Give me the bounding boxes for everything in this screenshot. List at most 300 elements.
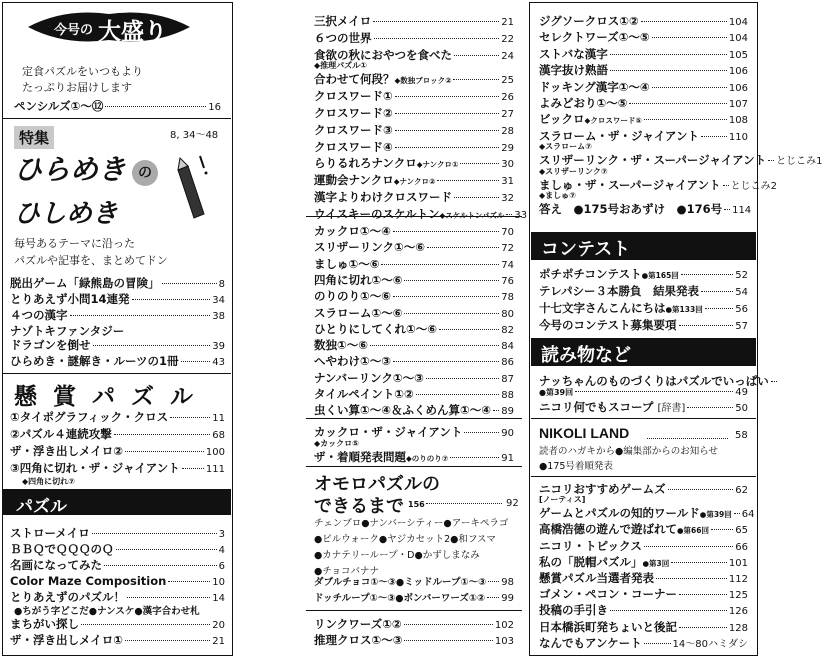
toc-pencils[interactable]: [14, 99, 221, 115]
toc-leader: [644, 546, 733, 547]
toc-item[interactable]: [314, 123, 514, 139]
toc-page: 26: [501, 92, 514, 104]
toc-title: ＢＢＱでＱＱＱのＱ: [10, 542, 114, 556]
toc-page: 50: [735, 403, 748, 414]
toc-item[interactable]: [314, 224, 514, 240]
toc-title: ストバな漢字: [539, 46, 608, 61]
toc-leader: [381, 264, 499, 265]
column-middle: [306, 0, 528, 658]
toc-page: 62: [735, 485, 748, 496]
toc-item[interactable]: [314, 31, 514, 47]
toc-page: 30: [501, 159, 514, 171]
toc-subtitle: ◆ナンクロ②: [393, 177, 436, 187]
toc-leader: [493, 410, 499, 411]
toc-item[interactable]: [539, 96, 748, 112]
toc-leader: [464, 432, 499, 433]
toc-title: 食欲の秋におやつを食べた: [314, 47, 452, 62]
toc-page: 57: [735, 321, 748, 332]
toc-title: ましゅ①〜⑥: [314, 256, 380, 271]
toc-page: 105: [728, 49, 748, 61]
toc-leader: [701, 291, 733, 292]
toc-title: タイルペイント①②: [314, 387, 414, 401]
toc-leader: [404, 640, 492, 641]
toc-item[interactable]: [314, 617, 514, 633]
toc-puzzle-4[interactable]: [10, 574, 225, 590]
omoro-list-4: ●チョコバナナ: [314, 566, 380, 577]
toc-page: 76: [501, 275, 514, 287]
toc-title: ジグソークロス①②: [539, 14, 639, 28]
toc-title: のりのり①〜⑥: [314, 289, 391, 304]
toc-leader: [439, 329, 499, 330]
land-page: 58: [735, 430, 748, 441]
toc-page: 29: [501, 142, 514, 154]
toc-subtitle: ●第66回: [677, 526, 709, 536]
toc-page: 34: [212, 295, 225, 306]
toc-leader: [373, 21, 499, 22]
toc-item[interactable]: [539, 506, 755, 522]
toc-subtitle: ●第39回: [539, 388, 574, 397]
toc-title: ひとりにしてくれ①〜⑥: [314, 321, 437, 336]
toc-page: 21: [212, 636, 225, 647]
toc-leader: [393, 296, 499, 297]
toc-title: ポチポチコンテスト: [539, 267, 642, 281]
toc-page: 65: [735, 525, 748, 537]
divider: [306, 466, 522, 467]
toc-title: ダブルチョコ①〜③●ミッドループ①〜③: [314, 577, 487, 588]
toc-title: ４つの漢字: [10, 308, 68, 322]
toc-feature-2[interactable]: [10, 292, 225, 308]
toc-page: 106: [728, 82, 748, 94]
toc-page: 74: [501, 259, 514, 271]
toc-item[interactable]: [314, 156, 514, 172]
toc-page: 110: [728, 131, 748, 143]
divider: [2, 373, 231, 374]
toc-kensho-4[interactable]: [10, 461, 225, 477]
toc-title: よみどおり①〜⑤: [539, 96, 628, 110]
toc-item[interactable]: [539, 63, 748, 79]
toc-page: 126: [728, 606, 748, 618]
toc-item[interactable]: [539, 522, 748, 538]
toc-title: ゲームとパズルの知的ワールド: [539, 506, 700, 521]
reading-heading-label: 読み物など: [541, 345, 631, 366]
feature-title-2: ひしめき: [14, 199, 119, 229]
toc-title: 漢字よりわけクロスワード: [314, 190, 452, 204]
toc-page: 102: [494, 620, 514, 631]
toc-subtitle: [ノーティス]: [539, 495, 586, 505]
toc-title: スラローム・ザ・ジャイアント: [539, 128, 699, 143]
feature-desc-2: パズルや記事を、まとめてドン: [14, 254, 168, 267]
toc-item[interactable]: [314, 257, 514, 273]
toc-item[interactable]: [314, 106, 514, 122]
divider: [306, 610, 522, 611]
toc-omoro-2[interactable]: [314, 592, 514, 606]
toc-puzzle-6[interactable]: [10, 617, 225, 633]
toc-page: 104: [728, 33, 748, 45]
toc-item[interactable]: [314, 633, 514, 649]
toc-page: 54: [735, 287, 748, 298]
toc-leader: [370, 345, 499, 346]
toc-title: クロスワード①: [314, 89, 393, 104]
toc-subtitle: ◆スラローム⑦: [539, 142, 592, 152]
toc-item[interactable]: [539, 400, 748, 416]
toc-title: 答え ●175号おあずけ ●176号: [539, 202, 723, 216]
omoro-page: 92: [506, 498, 519, 509]
feature-no: の: [138, 165, 152, 181]
toc-page: 22: [501, 33, 514, 45]
toc-page: 52: [735, 270, 748, 281]
toc-item[interactable]: [314, 306, 514, 322]
toc-page: 43: [212, 357, 225, 368]
toc-leader: [395, 147, 500, 148]
toc-title: ウイスキーのスケルトン: [314, 206, 440, 221]
toc-leader: [681, 274, 733, 275]
toc-title: スリザーリンク①〜⑥: [314, 240, 426, 255]
toc-item[interactable]: [539, 47, 748, 63]
toc-page: 10: [212, 577, 225, 588]
toc-title: ６つの世界: [314, 30, 372, 45]
toc-puzzle-sub: ●ちがう字どこだ●ナンスケ●漢字合わせ札: [14, 606, 200, 617]
toc-title: スリザーリンク・ザ・スーパージャイアント: [539, 153, 767, 168]
toc-item[interactable]: [539, 603, 748, 619]
toc-leader: [771, 381, 777, 382]
toc-page: 3: [218, 529, 225, 540]
toc-page: 66: [735, 541, 748, 553]
omoro-list-3: ●カナテリーループ・D●かずしまなみ: [314, 550, 480, 561]
toc-feature-4[interactable]: [10, 324, 225, 338]
toc-item[interactable]: [539, 571, 748, 587]
toc-page: 104: [728, 17, 748, 28]
kensho-heading: 懸 賞 パ ズ ル: [14, 384, 198, 410]
toc-item[interactable]: [539, 14, 748, 30]
column-right: [531, 0, 823, 658]
toc-item[interactable]: [314, 322, 514, 338]
divider: [2, 118, 231, 119]
toc-leader: [652, 37, 727, 38]
toc-page: 88: [501, 390, 514, 401]
toc-leader: [437, 180, 499, 181]
puzzle-heading-label: パズル: [16, 497, 67, 517]
toc-page: 20: [212, 620, 225, 631]
toc-leader: [393, 231, 499, 232]
toc-page: 64: [741, 509, 755, 521]
toc-title: ナッちゃんのものづくりはパズルでいっぱい: [539, 374, 769, 388]
toc-page: 99: [501, 593, 514, 604]
feature-desc-1: 毎号あるテーマに沿った: [14, 237, 135, 250]
toc-title: カックロ①〜④: [314, 224, 391, 238]
toc-leader: [404, 280, 499, 281]
toc-leader: [453, 79, 499, 80]
toc-item[interactable]: [314, 338, 514, 354]
toc-page: 98: [501, 577, 514, 588]
toc-page: 31: [501, 176, 514, 188]
toc-page: 91: [501, 453, 514, 464]
toc-item[interactable]: [539, 284, 748, 300]
toc-subtitle: ◆ナンクロ①: [416, 160, 459, 170]
toc-puzzle-7[interactable]: [10, 633, 225, 649]
toc-kensho-sub: ◆四角に切れ⑦: [22, 477, 75, 486]
toc-page: 80: [501, 308, 514, 320]
feature-label: 特集: [14, 126, 54, 149]
toc-subtitle: ◆推理パズル①: [314, 61, 367, 71]
toc-title: へやわけ①〜③: [314, 354, 391, 369]
toc-item[interactable]: [314, 273, 514, 289]
toc-title: なんでもアンケート: [539, 635, 642, 650]
toc-title: ドラゴンを倒せ: [10, 338, 91, 352]
banner-small: 今号の: [54, 23, 94, 38]
toc-page: 108: [728, 115, 748, 127]
toc-subtitle: ●第133回: [665, 305, 703, 314]
toc-page: 16: [208, 102, 221, 113]
toc-leader: [395, 96, 500, 97]
toc-leader: [416, 394, 500, 395]
toc-leader: [610, 70, 727, 71]
toc-title: 数独①〜⑥: [314, 338, 368, 353]
toc-page: 78: [501, 292, 514, 304]
toc-leader: [644, 643, 671, 644]
toc-kensho-1[interactable]: [10, 410, 225, 426]
toc-item[interactable]: [539, 318, 748, 334]
land-line-1: 読者のハガキから●編集部からのお知らせ: [539, 446, 719, 457]
toc-item[interactable]: [539, 80, 748, 96]
toc-item[interactable]: [314, 206, 528, 223]
toc-title: スラローム①〜⑥: [314, 305, 403, 320]
toc-item[interactable]: [314, 173, 514, 189]
toc-page: 4: [218, 545, 225, 556]
toc-title: ニコリ何でもスコープ: [539, 400, 654, 414]
toc-leader: [454, 197, 499, 198]
toc-subtitle: ◆数独ブロック②: [394, 76, 452, 86]
toc-item[interactable]: [539, 620, 748, 636]
toc-puzzle-3[interactable]: [10, 558, 225, 574]
toc-subtitle: ◆のりのり⑦: [406, 454, 449, 463]
toc-title: 高橋浩德の遊んで遊ばれて: [539, 522, 677, 537]
toc-page: 89: [501, 406, 514, 418]
reading-heading: [531, 338, 756, 366]
toc-item[interactable]: [314, 14, 514, 30]
toc-page: 125: [728, 590, 748, 602]
toc-leader: [668, 489, 734, 490]
toc-leader: [629, 103, 726, 104]
toc-title: 推理クロス①〜③: [314, 633, 403, 647]
toc-item[interactable]: [539, 587, 748, 603]
toc-page: 84: [501, 341, 514, 353]
toc-leader: [454, 55, 499, 56]
toc-title: らりるれろナンクロ: [314, 156, 417, 171]
toc-page: 14: [212, 593, 225, 604]
toc-title: 脱出ゲーム「緑熊島の冒険」: [10, 276, 160, 290]
toc-page: 39: [212, 341, 225, 352]
toc-page: とじこみ2: [730, 180, 777, 192]
toc-page: 87: [501, 373, 514, 385]
toc-title: 今号のコンテスト募集要項: [539, 318, 677, 332]
toc-page: 27: [501, 109, 514, 120]
toc-puzzle-1[interactable]: [10, 526, 225, 542]
toc-title: 名画になってみた: [10, 558, 102, 572]
feature-no-badge: [132, 160, 158, 186]
toc-page: 112: [728, 574, 748, 585]
toc-leader: [687, 407, 733, 408]
toc-leader: [395, 130, 500, 131]
toc-item[interactable]: [539, 267, 748, 283]
toc-leader: [723, 185, 729, 186]
toc-subtitle: ◆ましゅ⑦: [539, 191, 576, 200]
toc-kensho-3[interactable]: [10, 444, 225, 460]
toc-page: 68: [212, 430, 225, 441]
toc-item[interactable]: [314, 289, 514, 305]
toc-title: 運動会ナンクロ: [314, 173, 394, 188]
toc-title: テレパシー３本勝負 結果発表: [539, 284, 699, 298]
toc-page: 106: [728, 66, 748, 78]
toc-item[interactable]: [314, 72, 514, 88]
toc-title: 虫くい算①〜④＆ふくめん算①〜④: [314, 403, 491, 418]
pencil-icon: [172, 150, 212, 220]
toc-kensho-2[interactable]: [10, 427, 225, 443]
toc-item[interactable]: [539, 301, 748, 317]
toc-item[interactable]: [314, 240, 514, 256]
toc-item[interactable]: [539, 555, 748, 571]
toc-item[interactable]: [314, 403, 514, 419]
toc-item[interactable]: [314, 140, 514, 156]
omoro-page-small: 156: [408, 500, 425, 509]
toc-subtitle: ●第39回: [699, 510, 732, 520]
omoro-dots: [426, 503, 502, 504]
toc-title: ザ・浮き出しメイロ①: [10, 633, 124, 647]
toc-page: 101: [728, 557, 748, 569]
toc-title: ドッキング漢字①〜④: [539, 79, 650, 94]
intro-line-2: たっぷりお届けします: [22, 81, 132, 94]
feature-pages: 8, 34〜48: [170, 130, 219, 141]
toc-title: 私の「脱帽パズル」: [539, 554, 643, 569]
toc-subtitle: ◆スリザーリンク⑦: [539, 166, 608, 176]
toc-page: 70: [501, 227, 514, 238]
toc-leader: [679, 594, 727, 595]
toc-page: 107: [728, 99, 748, 110]
toc-item[interactable]: [539, 539, 748, 555]
toc-title: ドッチループ①〜③●ボンバーワーズ①②: [314, 593, 485, 604]
toc-item[interactable]: [314, 450, 514, 466]
toc-leader: [395, 113, 500, 114]
toc-feature-3[interactable]: [10, 308, 225, 324]
toc-leader: [711, 529, 733, 530]
toc-item[interactable]: [539, 30, 748, 46]
toc-page: 128: [728, 622, 748, 634]
toc-page: 111: [205, 464, 225, 475]
toc-leader: [374, 38, 500, 39]
toc-title: ③四角に切れ・ザ・ジャイアント: [10, 461, 180, 475]
toc-title: ザ・浮き出しメイロ②: [10, 444, 124, 458]
toc-leader: [734, 513, 740, 514]
toc-title: 合わせて何段？: [314, 72, 395, 87]
toc-leader: [393, 361, 499, 362]
toc-page: 21: [501, 17, 514, 28]
toc-item[interactable]: [314, 387, 514, 403]
toc-title: まちがい探し: [10, 617, 79, 631]
toc-page: 25: [501, 75, 514, 87]
toc-omoro-1[interactable]: [314, 576, 514, 590]
toc-page: 49: [735, 387, 748, 398]
toc-leader: [404, 624, 493, 625]
toc-page: 33: [514, 209, 528, 221]
toc-page: 90: [501, 428, 514, 439]
toc-page: 72: [501, 243, 514, 255]
toc-page: 114: [732, 205, 752, 216]
toc-leader: [705, 308, 734, 309]
toc-title: 投稿の手引き: [539, 603, 608, 618]
toc-page: 24: [501, 50, 514, 62]
toc-feature-5[interactable]: [10, 338, 225, 354]
land-line-2: ●175号着順発表: [539, 461, 613, 472]
toc-title: ひらめき・謎解き・ルーツの1冊: [10, 354, 179, 368]
toc-leader: [575, 391, 733, 392]
banner-big: 大盛り: [98, 19, 167, 45]
toc-title: 十七文字さんこんにちは: [539, 301, 666, 315]
toc-leader: [404, 313, 499, 314]
toc-feature-1[interactable]: [10, 276, 225, 292]
banner: [24, 10, 194, 44]
toc-title: Color Maze Composition: [10, 574, 167, 588]
toc-page: 38: [212, 311, 225, 322]
toc-item[interactable]: [539, 202, 752, 218]
land-heading: NIKOLI LAND: [539, 425, 630, 441]
toc-item[interactable]: [314, 354, 514, 370]
puzzle-heading: [2, 489, 231, 515]
toc-item[interactable]: [539, 636, 748, 652]
toc-item[interactable]: [539, 112, 748, 128]
toc-title: 四角に切れ①〜⑥: [314, 272, 403, 287]
toc-page: 8: [218, 279, 225, 290]
toc-leader: [427, 247, 499, 248]
toc-leader: [506, 214, 512, 215]
toc-feature-6[interactable]: [10, 354, 225, 370]
toc-page: 86: [501, 357, 514, 369]
toc-item[interactable]: [314, 190, 514, 206]
toc-leader: [679, 627, 727, 628]
divider: [306, 216, 522, 217]
toc-leader: [610, 610, 727, 611]
toc-subtitle: ◆スケルトンパズル: [439, 210, 505, 220]
toc-subrow: [539, 386, 748, 400]
toc-title: とりあえず小問14連発: [10, 292, 130, 306]
toc-page: 100: [205, 447, 225, 458]
toc-subtitle: ◆カックロ⑤: [314, 439, 359, 448]
toc-leader: [768, 160, 774, 161]
divider: [306, 418, 522, 419]
toc-subtitle: ●第3回: [642, 558, 670, 568]
toc-page: 32: [501, 193, 514, 204]
toc-leader: [652, 87, 727, 88]
toc-item[interactable]: [314, 89, 514, 105]
toc-title: セレクトワーズ①〜⑤: [539, 30, 650, 45]
toc-leader: [724, 209, 730, 210]
toc-subtitle: ◆クロスワード⑤: [584, 116, 642, 126]
land-dots: [647, 438, 728, 439]
toc-tag: [辞書]: [657, 403, 686, 414]
toc-title: ナンバーリンク①〜③: [314, 370, 424, 385]
toc-title: ゴメン・ペコン・コーナー: [539, 587, 677, 602]
toc-item[interactable]: [314, 371, 514, 387]
toc-title: リンクワーズ①②: [314, 617, 402, 631]
toc-leader: [679, 325, 734, 326]
toc-leader: [656, 578, 727, 579]
toc-puzzle-2[interactable]: [10, 542, 225, 558]
toc-title: ②パズル４連続攻撃: [10, 427, 112, 441]
toc-title: ニコリ・トピックス: [539, 538, 642, 553]
omoro-heading-2: できるまで: [314, 496, 404, 517]
omoro-list-2: ●ビルウォーク●ヤジカセット2●和フスマ: [314, 534, 496, 545]
toc-page: 103: [494, 636, 514, 647]
toc-page: 11: [212, 413, 225, 424]
toc-page: 6: [218, 561, 225, 572]
